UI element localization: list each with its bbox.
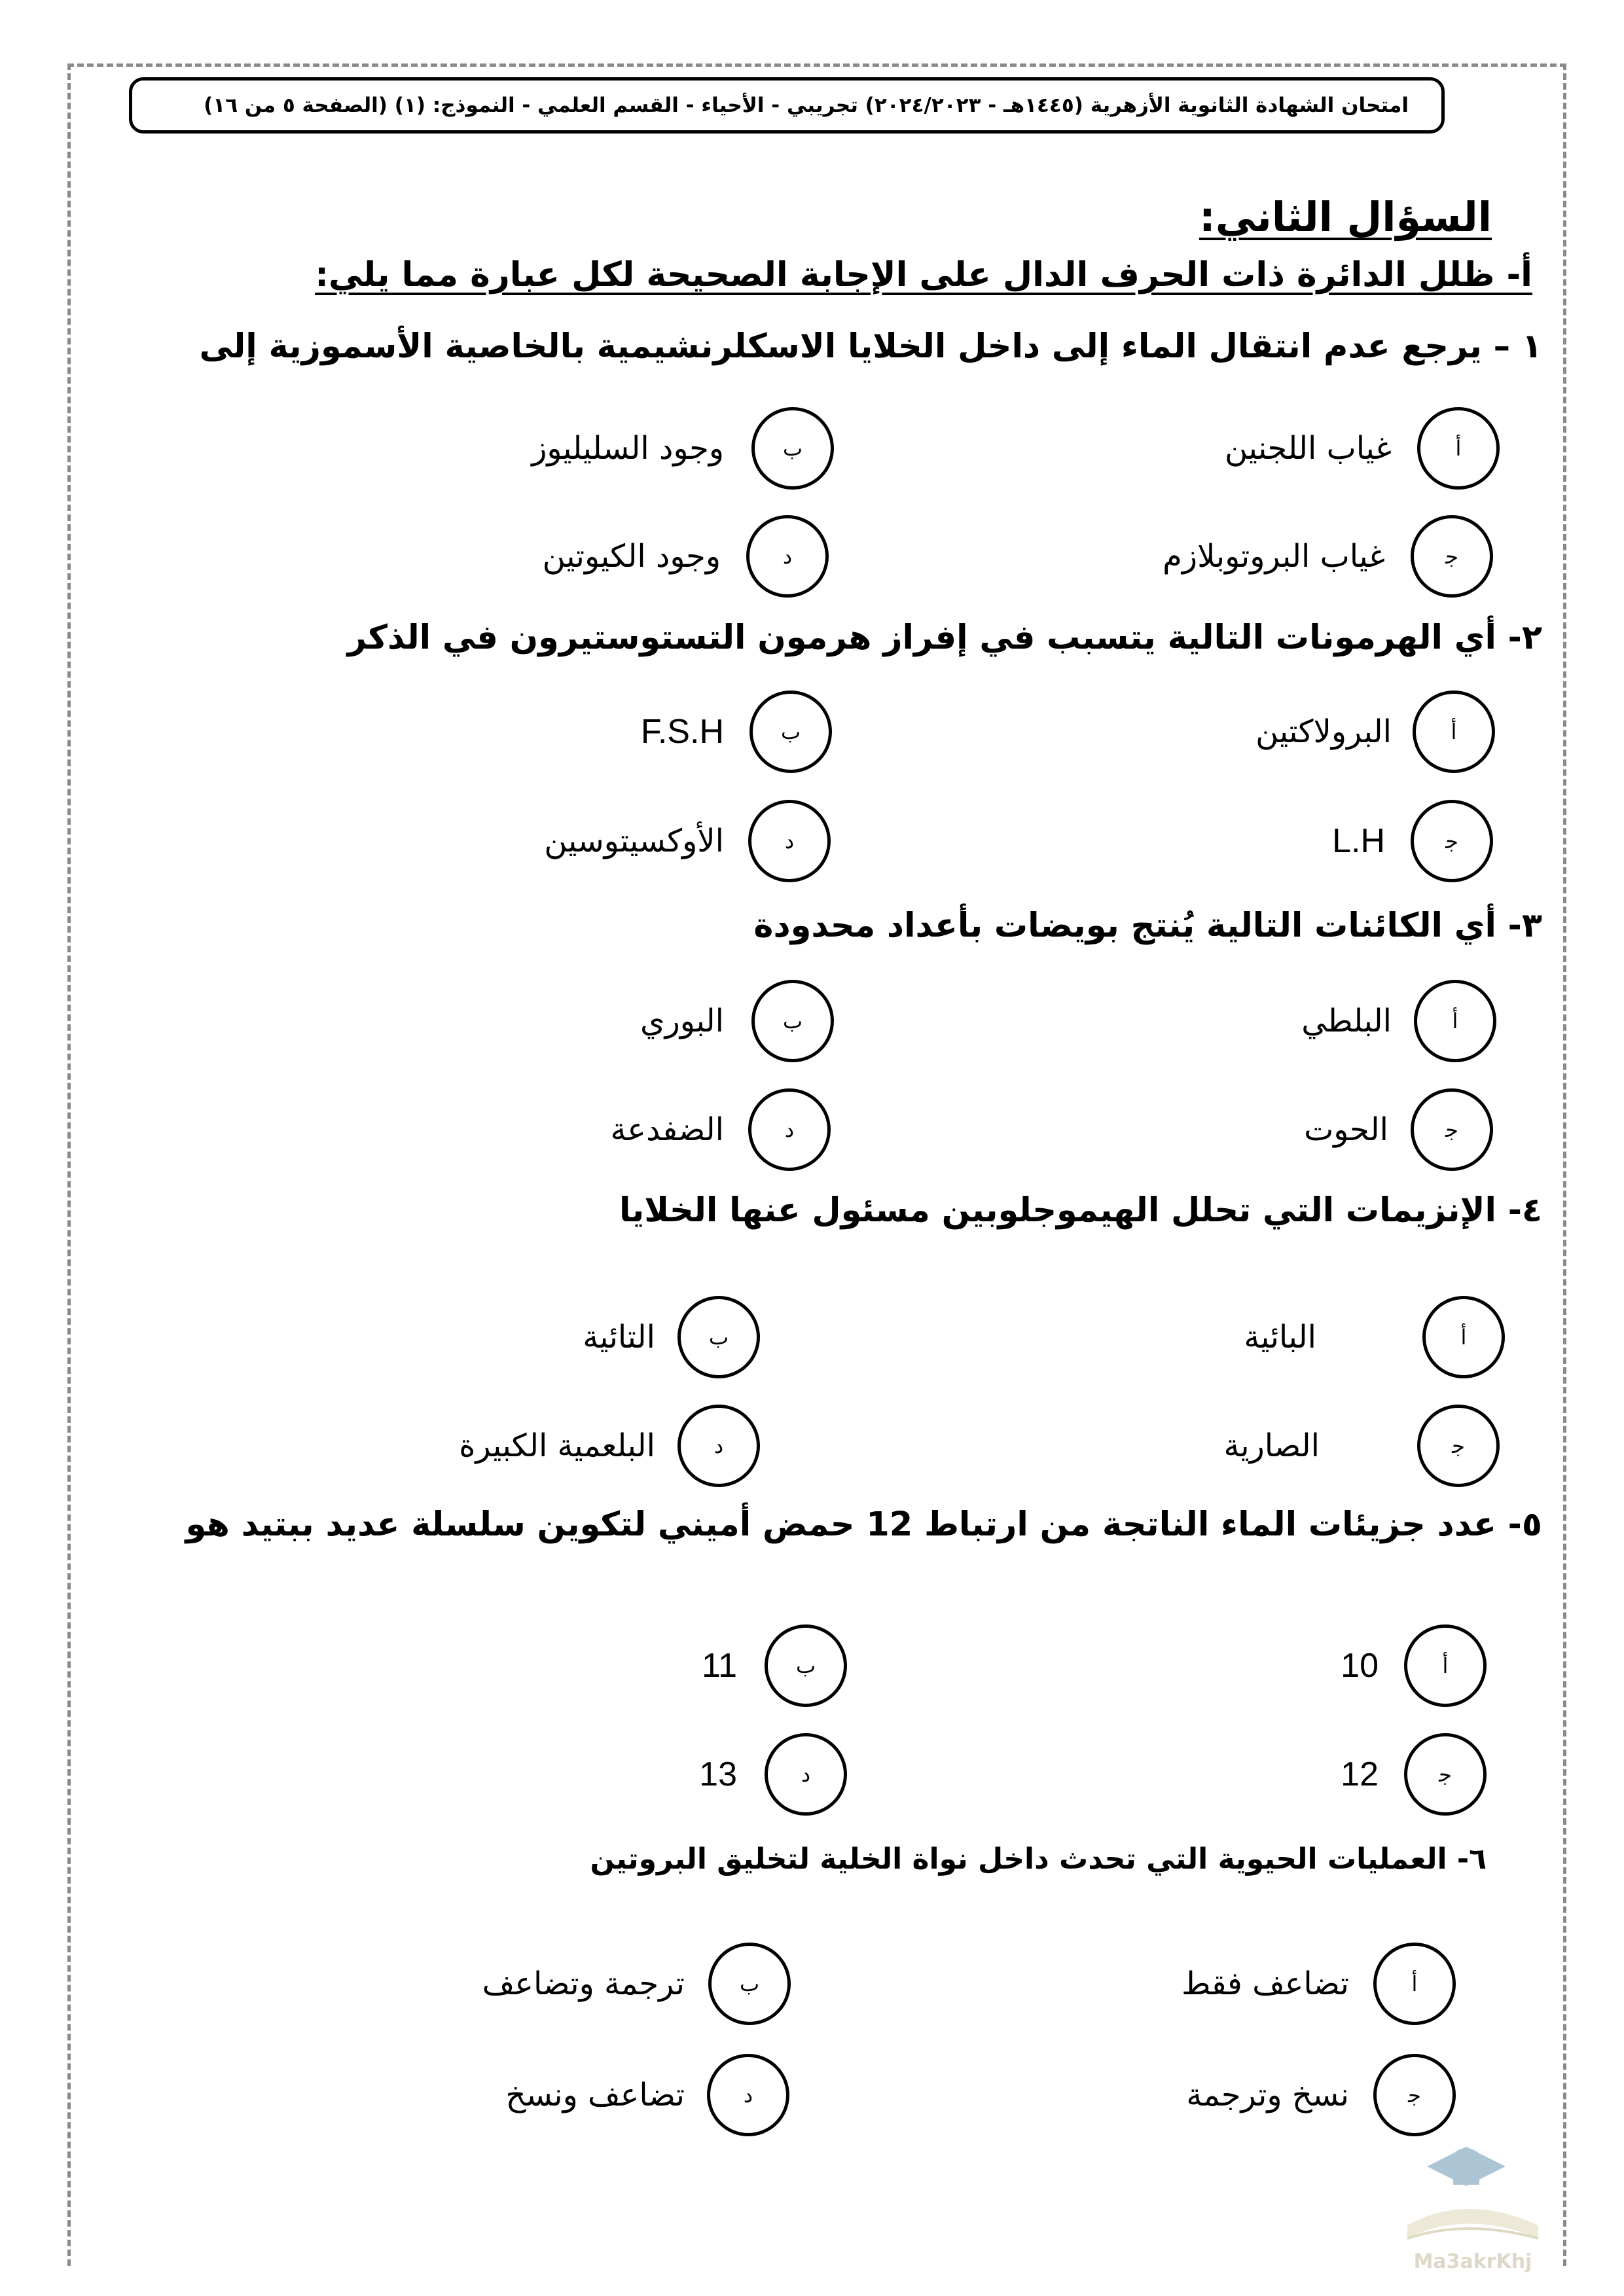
graduation-cap-book-icon bbox=[1388, 2127, 1558, 2278]
q3-option-a-bubble[interactable]: أ bbox=[1414, 980, 1496, 1062]
q6-option-d-bubble[interactable]: د bbox=[707, 2054, 789, 2136]
q3-option-d-text: الضفدعة bbox=[610, 1111, 724, 1148]
q5-option-d-bubble[interactable]: د bbox=[765, 1733, 847, 1816]
q6-option-b-text: ترجمة وتضاعف bbox=[482, 1965, 685, 2002]
q6-option-c-bubble[interactable]: ﺟ bbox=[1373, 2054, 1456, 2136]
question-1-text: ١ – يرجع عدم انتقال الماء إلى داخل الخلايا الاسكلرنشيمية بالخاصية الأسموزية إلى bbox=[199, 327, 1542, 366]
section-title: السؤال الثاني: bbox=[1199, 193, 1492, 241]
q4-option-b-bubble[interactable]: ب bbox=[677, 1296, 760, 1378]
q4-option-b-text: التائية bbox=[583, 1319, 655, 1355]
q1-option-a-text: غياب اللجنين bbox=[1225, 430, 1392, 467]
q6-option-c-text: نسخ وترجمة bbox=[1186, 2077, 1349, 2113]
question-4-text: ٤- الإنزيمات التي تحلل الهيموجلوبين مسئول عنها الخلايا bbox=[619, 1191, 1542, 1230]
question-2-text: ٢- أي الهرمونات التالية يتسبب في إفراز هرمون التستوستيرون في الذكر bbox=[347, 619, 1542, 657]
q1-option-c-text: غياب البروتوبلازم bbox=[1163, 538, 1385, 575]
q1-option-b-bubble[interactable]: ب bbox=[751, 407, 834, 490]
q4-option-d-bubble[interactable]: د bbox=[677, 1405, 760, 1487]
q3-option-b-text: البوري bbox=[640, 1003, 724, 1039]
q5-option-b-bubble[interactable]: ب bbox=[765, 1624, 847, 1707]
q3-option-a-text: البلطي bbox=[1301, 1003, 1392, 1039]
q1-option-b-text: وجود السليليوز bbox=[532, 430, 724, 467]
q1-option-c-bubble[interactable]: ﺟ bbox=[1411, 515, 1493, 598]
q2-option-b-bubble[interactable]: ب bbox=[749, 691, 832, 773]
header-title: امتحان الشهادة الثانوية الأزهرية (١٤٤٥هـ - ٢٠٢٤/٢٠٢٣) تجريبي - الأحياء - القسم العلمي - النموذج: (١) (الصفحة ٥ من ١٦) bbox=[204, 94, 1409, 117]
q3-option-c-text: الحوت bbox=[1304, 1111, 1388, 1148]
question-6-text: ٦- العمليات الحيوية التي تحدث داخل نواة الخلية لتخليق البروتين bbox=[590, 1842, 1487, 1876]
question-3-text: ٣- أي الكائنات التالية يُنتج بويضات بأعداد محدودة bbox=[753, 906, 1542, 945]
q4-option-a-bubble[interactable]: أ bbox=[1422, 1296, 1505, 1378]
q5-option-a-text: 10 bbox=[1341, 1647, 1379, 1685]
q2-option-d-bubble[interactable]: د bbox=[748, 800, 831, 882]
question-5-text: ٥- عدد جزيئات الماء الناتجة من ارتباط 12 حمض أميني لتكوين سلسلة عديد ببتيد هو bbox=[185, 1505, 1542, 1544]
q4-option-c-bubble[interactable]: ﺟ bbox=[1417, 1405, 1500, 1487]
q5-option-d-text: 13 bbox=[699, 1755, 737, 1793]
q5-option-b-text: 11 bbox=[702, 1647, 737, 1685]
q4-option-d-text: البلعمية الكبيرة bbox=[459, 1427, 655, 1464]
svg-text:Ma3akrKhj: Ma3akrKhj bbox=[1413, 2250, 1532, 2273]
q5-option-c-text: 12 bbox=[1341, 1755, 1379, 1793]
q3-option-b-bubble[interactable]: ب bbox=[751, 980, 834, 1062]
q2-option-d-text: الأوكسيتوسين bbox=[544, 823, 724, 859]
q6-option-a-bubble[interactable]: أ bbox=[1373, 1943, 1456, 2025]
q1-option-d-text: وجود الكيوتين bbox=[542, 538, 721, 575]
page-frame bbox=[67, 63, 1566, 2266]
q4-option-c-text: الصارية bbox=[1223, 1427, 1320, 1464]
q2-option-c-text: L.H bbox=[1332, 822, 1385, 860]
q6-option-d-text: تضاعف ونسخ bbox=[505, 2077, 685, 2113]
q3-option-d-bubble[interactable]: د bbox=[748, 1088, 831, 1171]
q1-option-d-bubble[interactable]: د bbox=[746, 515, 829, 598]
q6-option-b-bubble[interactable]: ب bbox=[708, 1943, 791, 2025]
instruction-text: أ- ظلل الدائرة ذات الحرف الدال على الإجابة الصحيحة لكل عبارة مما يلي: bbox=[315, 255, 1532, 295]
q1-option-a-bubble[interactable]: أ bbox=[1417, 407, 1500, 490]
q2-option-a-bubble[interactable]: أ bbox=[1413, 691, 1495, 773]
q2-option-b-text: F.S.H bbox=[640, 713, 724, 751]
q2-option-a-text: البرولاكتين bbox=[1255, 713, 1392, 750]
exam-header bbox=[129, 77, 1445, 134]
q5-option-a-bubble[interactable]: أ bbox=[1404, 1624, 1487, 1707]
q4-option-a-text: البائية bbox=[1244, 1319, 1316, 1355]
q3-option-c-bubble[interactable]: ﺟ bbox=[1411, 1088, 1493, 1171]
q2-option-c-bubble[interactable]: ﺟ bbox=[1411, 800, 1493, 882]
q6-option-a-text: تضاعف فقط bbox=[1182, 1965, 1349, 2002]
q5-option-c-bubble[interactable]: ﺟ bbox=[1404, 1733, 1487, 1816]
